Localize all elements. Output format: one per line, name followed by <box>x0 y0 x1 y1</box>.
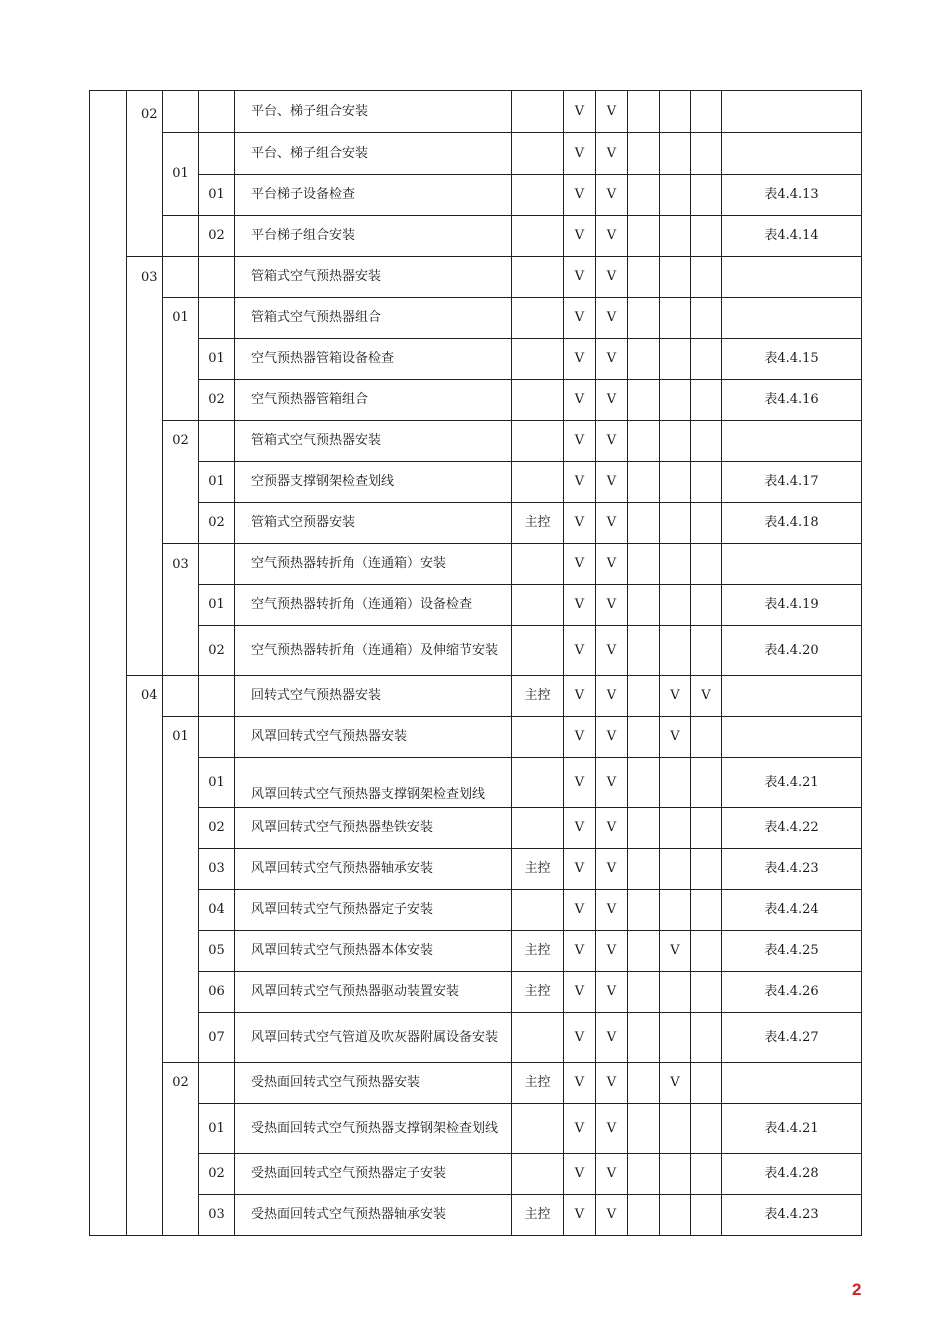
level3-code: 03 <box>163 544 199 676</box>
check-col-3 <box>628 544 660 585</box>
level4-code: 02 <box>199 380 235 421</box>
check-col-4 <box>660 1104 691 1154</box>
item-name: 风罩回转式空气预热器轴承安装 <box>235 849 512 890</box>
check-col-5 <box>691 717 722 758</box>
form-reference <box>722 257 862 298</box>
check-col-4 <box>660 503 691 544</box>
level4-code <box>199 717 235 758</box>
table-row <box>90 175 862 216</box>
check-col-3 <box>628 676 660 717</box>
level2-code: 03 <box>127 257 163 676</box>
level4-code <box>199 133 235 175</box>
check-col-1: V <box>564 1195 596 1236</box>
check-col-3 <box>628 890 660 931</box>
check-col-3 <box>628 1195 660 1236</box>
level4-code: 01 <box>199 339 235 380</box>
item-nature <box>512 808 564 849</box>
check-col-3 <box>628 257 660 298</box>
check-col-4 <box>660 890 691 931</box>
item-name: 风罩回转式空气预热器本体安装 <box>235 931 512 972</box>
level3-code: 01 <box>163 133 199 216</box>
check-col-3 <box>628 808 660 849</box>
level4-code <box>199 544 235 585</box>
check-col-3 <box>628 380 660 421</box>
table-row <box>90 339 862 380</box>
check-col-5 <box>691 421 722 462</box>
item-nature <box>512 91 564 133</box>
check-col-2: V <box>596 175 628 216</box>
level1-cell <box>90 91 127 1236</box>
item-nature: 主控 <box>512 849 564 890</box>
check-col-1: V <box>564 91 596 133</box>
check-col-1: V <box>564 849 596 890</box>
check-col-1: V <box>564 339 596 380</box>
level4-code <box>199 257 235 298</box>
check-col-4 <box>660 175 691 216</box>
check-col-1: V <box>564 380 596 421</box>
table-row <box>90 972 862 1013</box>
check-col-1: V <box>564 257 596 298</box>
check-col-1: V <box>564 462 596 503</box>
check-col-1: V <box>564 717 596 758</box>
check-col-4 <box>660 216 691 257</box>
check-col-4 <box>660 339 691 380</box>
item-name: 管箱式空气预热器安装 <box>235 421 512 462</box>
check-col-4: V <box>660 676 691 717</box>
level3-code <box>163 676 199 717</box>
level4-code: 03 <box>199 849 235 890</box>
item-name: 风罩回转式空气预热器驱动装置安装 <box>235 972 512 1013</box>
item-name: 受热面回转式空气预热器安装 <box>235 1063 512 1104</box>
table-row <box>90 91 862 133</box>
check-col-5 <box>691 298 722 339</box>
item-nature <box>512 380 564 421</box>
check-col-5 <box>691 972 722 1013</box>
table-row <box>90 257 862 298</box>
check-col-2: V <box>596 758 628 808</box>
check-col-2: V <box>596 626 628 676</box>
check-col-1: V <box>564 298 596 339</box>
check-col-5 <box>691 1154 722 1195</box>
item-name: 空气预热器管箱设备检查 <box>235 339 512 380</box>
form-reference <box>722 676 862 717</box>
item-nature: 主控 <box>512 931 564 972</box>
form-reference <box>722 298 862 339</box>
check-col-3 <box>628 1104 660 1154</box>
check-col-2: V <box>596 133 628 175</box>
item-name: 空气预热器转折角（连通箱）安装 <box>235 544 512 585</box>
form-reference: 表4.4.23 <box>722 1195 862 1236</box>
level4-code: 02 <box>199 808 235 849</box>
check-col-5 <box>691 1013 722 1063</box>
check-col-3 <box>628 133 660 175</box>
check-col-3 <box>628 175 660 216</box>
check-col-3 <box>628 91 660 133</box>
item-nature <box>512 1154 564 1195</box>
check-col-4: V <box>660 1063 691 1104</box>
item-nature <box>512 133 564 175</box>
level4-code: 01 <box>199 758 235 808</box>
check-col-1: V <box>564 544 596 585</box>
inspection-item-table <box>89 90 862 1236</box>
check-col-1: V <box>564 626 596 676</box>
check-col-1: V <box>564 676 596 717</box>
table-row <box>90 133 862 175</box>
check-col-4 <box>660 808 691 849</box>
level4-code <box>199 1063 235 1104</box>
check-col-1: V <box>564 175 596 216</box>
form-reference: 表4.4.13 <box>722 175 862 216</box>
level4-code: 05 <box>199 931 235 972</box>
form-reference: 表4.4.26 <box>722 972 862 1013</box>
check-col-2: V <box>596 216 628 257</box>
check-col-5 <box>691 931 722 972</box>
table-row <box>90 1063 862 1104</box>
item-nature <box>512 216 564 257</box>
check-col-4 <box>660 758 691 808</box>
check-col-2: V <box>596 676 628 717</box>
level4-code: 02 <box>199 503 235 544</box>
check-col-2: V <box>596 257 628 298</box>
check-col-3 <box>628 421 660 462</box>
table-row <box>90 676 862 717</box>
form-reference <box>722 133 862 175</box>
form-reference <box>722 717 862 758</box>
table-row <box>90 298 862 339</box>
check-col-1: V <box>564 890 596 931</box>
check-col-2: V <box>596 421 628 462</box>
check-col-5 <box>691 1063 722 1104</box>
check-col-3 <box>628 298 660 339</box>
item-name: 管箱式空气预热器安装 <box>235 257 512 298</box>
item-name: 平台梯子组合安装 <box>235 216 512 257</box>
item-name: 受热面回转式空气预热器轴承安装 <box>235 1195 512 1236</box>
table-row <box>90 421 862 462</box>
table-row <box>90 1013 862 1063</box>
check-col-3 <box>628 758 660 808</box>
item-nature: 主控 <box>512 1063 564 1104</box>
check-col-1: V <box>564 421 596 462</box>
check-col-2: V <box>596 1154 628 1195</box>
item-name: 平台梯子设备检查 <box>235 175 512 216</box>
item-name: 风罩回转式空气预热器支撑钢架检查划线 <box>235 758 512 808</box>
check-col-2: V <box>596 462 628 503</box>
check-col-4 <box>660 462 691 503</box>
check-col-2: V <box>596 1013 628 1063</box>
check-col-5 <box>691 849 722 890</box>
form-reference: 表4.4.20 <box>722 626 862 676</box>
check-col-2: V <box>596 1063 628 1104</box>
item-name: 管箱式空预器安装 <box>235 503 512 544</box>
item-nature <box>512 585 564 626</box>
item-nature <box>512 462 564 503</box>
table-row <box>90 544 862 585</box>
level4-code: 01 <box>199 462 235 503</box>
form-reference: 表4.4.18 <box>722 503 862 544</box>
check-col-3 <box>628 339 660 380</box>
check-col-5: V <box>691 676 722 717</box>
check-col-3 <box>628 503 660 544</box>
item-name: 受热面回转式空气预热器支撑钢架检查划线 <box>235 1104 512 1154</box>
check-col-4 <box>660 1013 691 1063</box>
item-nature <box>512 1013 564 1063</box>
check-col-5 <box>691 462 722 503</box>
check-col-4 <box>660 257 691 298</box>
check-col-4 <box>660 421 691 462</box>
level4-code: 02 <box>199 1154 235 1195</box>
check-col-5 <box>691 503 722 544</box>
check-col-2: V <box>596 544 628 585</box>
item-nature: 主控 <box>512 503 564 544</box>
item-nature <box>512 626 564 676</box>
check-col-4 <box>660 380 691 421</box>
table-row <box>90 216 862 257</box>
level4-code: 01 <box>199 175 235 216</box>
item-name: 空气预热器转折角（连通箱）设备检查 <box>235 585 512 626</box>
check-col-1: V <box>564 972 596 1013</box>
check-col-3 <box>628 717 660 758</box>
check-col-1: V <box>564 931 596 972</box>
check-col-5 <box>691 133 722 175</box>
table-row <box>90 1195 862 1236</box>
form-reference: 表4.4.21 <box>722 758 862 808</box>
check-col-1: V <box>564 808 596 849</box>
table-row <box>90 380 862 421</box>
check-col-3 <box>628 1154 660 1195</box>
level4-code: 06 <box>199 972 235 1013</box>
level3-code <box>163 257 199 298</box>
check-col-4: V <box>660 931 691 972</box>
check-col-2: V <box>596 1104 628 1154</box>
form-reference: 表4.4.16 <box>722 380 862 421</box>
form-reference: 表4.4.22 <box>722 808 862 849</box>
check-col-2: V <box>596 849 628 890</box>
level4-code <box>199 676 235 717</box>
form-reference <box>722 421 862 462</box>
check-col-1: V <box>564 1013 596 1063</box>
check-col-5 <box>691 585 722 626</box>
check-col-5 <box>691 216 722 257</box>
table-row <box>90 626 862 676</box>
check-col-5 <box>691 1195 722 1236</box>
check-col-2: V <box>596 298 628 339</box>
check-col-5 <box>691 339 722 380</box>
level3-code: 02 <box>163 421 199 544</box>
check-col-5 <box>691 257 722 298</box>
check-col-3 <box>628 972 660 1013</box>
check-col-3 <box>628 931 660 972</box>
item-nature <box>512 717 564 758</box>
check-col-1: V <box>564 1104 596 1154</box>
item-nature <box>512 421 564 462</box>
table-row <box>90 585 862 626</box>
table-row <box>90 717 862 758</box>
table-row <box>90 931 862 972</box>
item-nature <box>512 175 564 216</box>
form-reference <box>722 544 862 585</box>
check-col-2: V <box>596 503 628 544</box>
item-name: 受热面回转式空气预热器定子安装 <box>235 1154 512 1195</box>
check-col-2: V <box>596 972 628 1013</box>
check-col-4 <box>660 972 691 1013</box>
item-nature: 主控 <box>512 676 564 717</box>
form-reference: 表4.4.21 <box>722 1104 862 1154</box>
check-col-4 <box>660 585 691 626</box>
check-col-1: V <box>564 216 596 257</box>
form-reference: 表4.4.19 <box>722 585 862 626</box>
item-name: 空气预热器转折角（连通箱）及伸缩节安装 <box>235 626 512 676</box>
check-col-1: V <box>564 1154 596 1195</box>
item-nature <box>512 339 564 380</box>
check-col-5 <box>691 175 722 216</box>
item-name: 平台、梯子组合安装 <box>235 133 512 175</box>
check-col-4 <box>660 298 691 339</box>
check-col-2: V <box>596 717 628 758</box>
check-col-5 <box>691 808 722 849</box>
table-row <box>90 503 862 544</box>
level4-code <box>199 421 235 462</box>
check-col-1: V <box>564 585 596 626</box>
level4-code: 04 <box>199 890 235 931</box>
check-col-2: V <box>596 808 628 849</box>
check-col-2: V <box>596 91 628 133</box>
check-col-5 <box>691 380 722 421</box>
check-col-1: V <box>564 503 596 544</box>
item-nature: 主控 <box>512 1195 564 1236</box>
item-name: 风罩回转式空气预热器安装 <box>235 717 512 758</box>
level2-code: 02 <box>127 91 163 257</box>
level4-code: 07 <box>199 1013 235 1063</box>
item-name: 风罩回转式空气管道及吹灰器附属设备安装 <box>235 1013 512 1063</box>
level4-code <box>199 91 235 133</box>
level3-code: 01 <box>163 298 199 421</box>
check-col-3 <box>628 626 660 676</box>
form-reference <box>722 1063 862 1104</box>
item-nature <box>512 758 564 808</box>
check-col-3 <box>628 1063 660 1104</box>
item-nature <box>512 890 564 931</box>
check-col-1: V <box>564 133 596 175</box>
check-col-2: V <box>596 1195 628 1236</box>
check-col-4 <box>660 544 691 585</box>
table-row <box>90 890 862 931</box>
level3-code <box>163 91 199 133</box>
check-col-5 <box>691 626 722 676</box>
check-col-5 <box>691 758 722 808</box>
check-col-4 <box>660 1154 691 1195</box>
level4-code: 01 <box>199 1104 235 1154</box>
level4-code <box>199 298 235 339</box>
check-col-4 <box>660 626 691 676</box>
check-col-3 <box>628 585 660 626</box>
level2-code: 04 <box>127 676 163 1236</box>
check-col-1: V <box>564 758 596 808</box>
check-col-2: V <box>596 890 628 931</box>
item-nature: 主控 <box>512 972 564 1013</box>
level4-code: 02 <box>199 216 235 257</box>
check-col-4: V <box>660 717 691 758</box>
item-name: 风罩回转式空气预热器定子安装 <box>235 890 512 931</box>
form-reference: 表4.4.23 <box>722 849 862 890</box>
check-col-4 <box>660 849 691 890</box>
check-col-2: V <box>596 339 628 380</box>
check-col-5 <box>691 890 722 931</box>
form-reference: 表4.4.28 <box>722 1154 862 1195</box>
table-row <box>90 1104 862 1154</box>
check-col-5 <box>691 91 722 133</box>
level3-code: 02 <box>163 1063 199 1236</box>
item-name: 空气预热器管箱组合 <box>235 380 512 421</box>
form-reference: 表4.4.24 <box>722 890 862 931</box>
check-col-2: V <box>596 585 628 626</box>
item-name: 回转式空气预热器安装 <box>235 676 512 717</box>
level3-code: 01 <box>163 717 199 1063</box>
item-name: 空预器支撑钢架检查划线 <box>235 462 512 503</box>
item-nature <box>512 544 564 585</box>
level3-code <box>163 216 199 257</box>
check-col-2: V <box>596 931 628 972</box>
form-reference <box>722 91 862 133</box>
table-row <box>90 849 862 890</box>
check-col-4 <box>660 91 691 133</box>
form-reference: 表4.4.25 <box>722 931 862 972</box>
table-row <box>90 808 862 849</box>
form-reference: 表4.4.14 <box>722 216 862 257</box>
item-nature <box>512 257 564 298</box>
check-col-4 <box>660 133 691 175</box>
check-col-3 <box>628 1013 660 1063</box>
table-row <box>90 758 862 808</box>
page-number: 2 <box>852 1280 862 1299</box>
check-col-1: V <box>564 1063 596 1104</box>
level4-code: 01 <box>199 585 235 626</box>
check-col-3 <box>628 462 660 503</box>
check-col-5 <box>691 1104 722 1154</box>
check-col-2: V <box>596 380 628 421</box>
table-row <box>90 1154 862 1195</box>
check-col-3 <box>628 849 660 890</box>
item-name: 风罩回转式空气预热器垫铁安装 <box>235 808 512 849</box>
item-nature <box>512 298 564 339</box>
form-reference: 表4.4.15 <box>722 339 862 380</box>
check-col-5 <box>691 544 722 585</box>
form-reference: 表4.4.27 <box>722 1013 862 1063</box>
check-col-3 <box>628 216 660 257</box>
item-name: 管箱式空气预热器组合 <box>235 298 512 339</box>
check-col-4 <box>660 1195 691 1236</box>
level4-code: 02 <box>199 626 235 676</box>
form-reference: 表4.4.17 <box>722 462 862 503</box>
item-nature <box>512 1104 564 1154</box>
level4-code: 03 <box>199 1195 235 1236</box>
table-row <box>90 462 862 503</box>
item-name: 平台、梯子组合安装 <box>235 91 512 133</box>
